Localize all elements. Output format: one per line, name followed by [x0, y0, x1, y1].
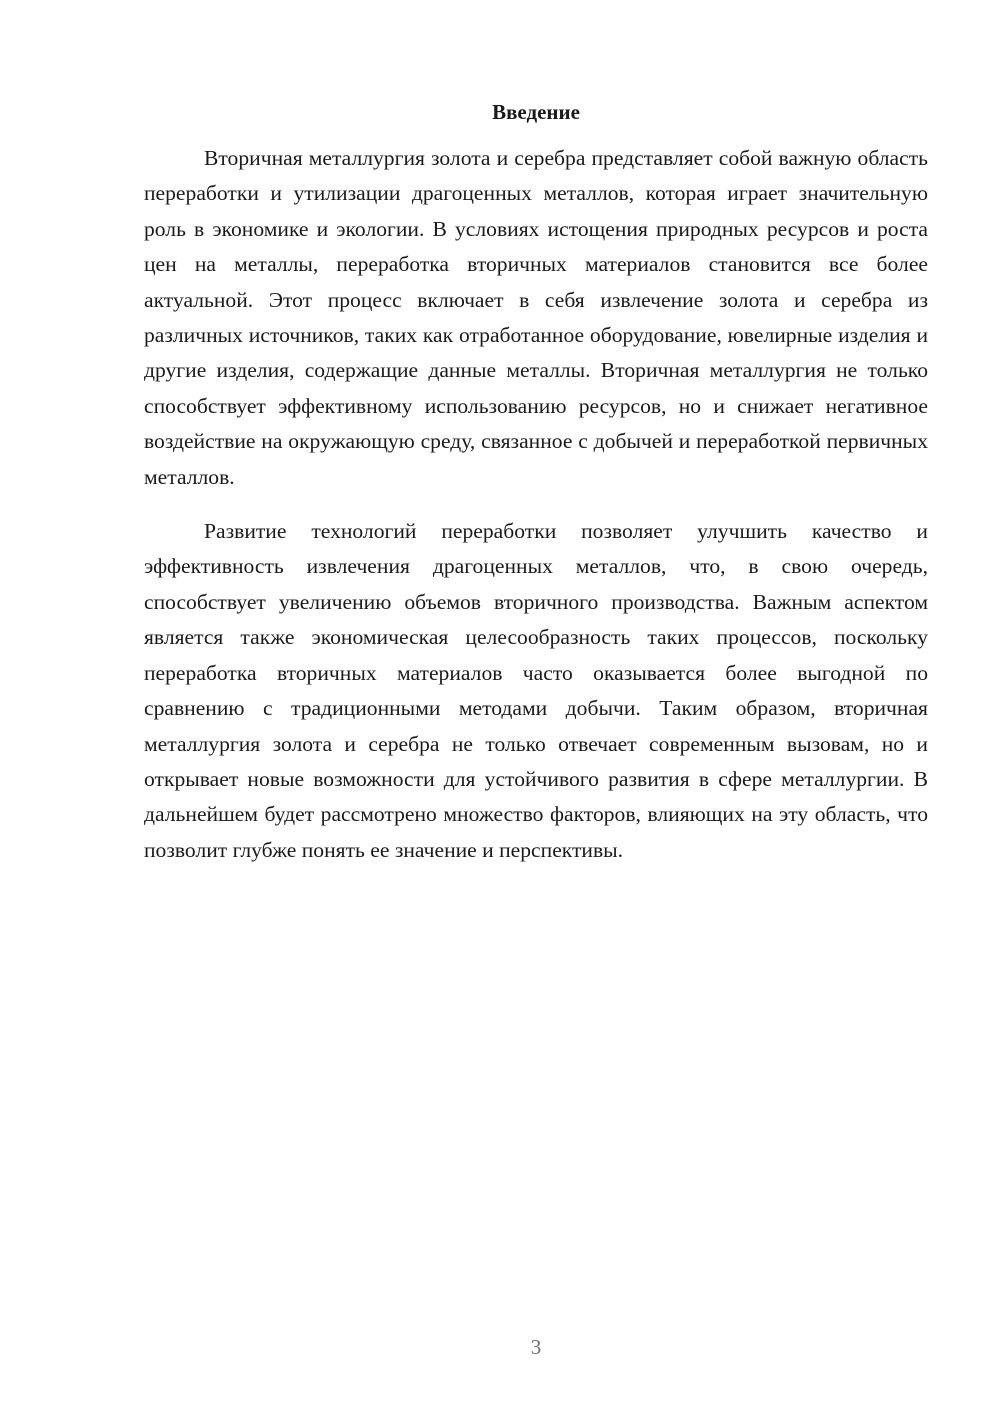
body-text — [144, 141, 928, 868]
paragraph-2: Развитие технологий переработки позволяет улучшить качество и эффективность извлечения драгоценных металлов, что, в свою очередь, способствует увеличению объемов вторичного производства. Важным аспектом является также экономическая целесообразность таких процессов, поскольку переработка вторичных материалов часто оказывается более выгодной по сравнению с традиционными методами добычи. Таким образом, вторичная металлургия золота и серебра не только отвечает современным вызовам, но и открывает новые возможности для устойчивого развития в сфере металлургии. В дальнейшем будет рассмотрено множество факторов, влияющих на эту область, что позволит глубже понять ее значение и перспективы. — [144, 519, 928, 862]
paragraph-1: Вторичная металлургия золота и серебра представляет собой важную область переработки и утилизации драгоценных металлов, которая играет значительную роль в экономике и экологии. В условиях истощения природных ресурсов и роста цен на металлы, переработка вторичных материалов становится все более актуальной. Этот процесс включает в себя извлечение золота и серебра из различных источников, таких как отработанное оборудование, ювелирные изделия и другие изделия, содержащие данные металлы. Вторичная металлургия не только способствует эффективному использованию ресурсов, но и снижает негативное воздействие на окружающую среду, связанное с добычей и переработкой первичных металлов. — [144, 146, 928, 489]
page-number: 3 — [530, 1335, 542, 1359]
section-heading: Введение — [492, 100, 580, 124]
